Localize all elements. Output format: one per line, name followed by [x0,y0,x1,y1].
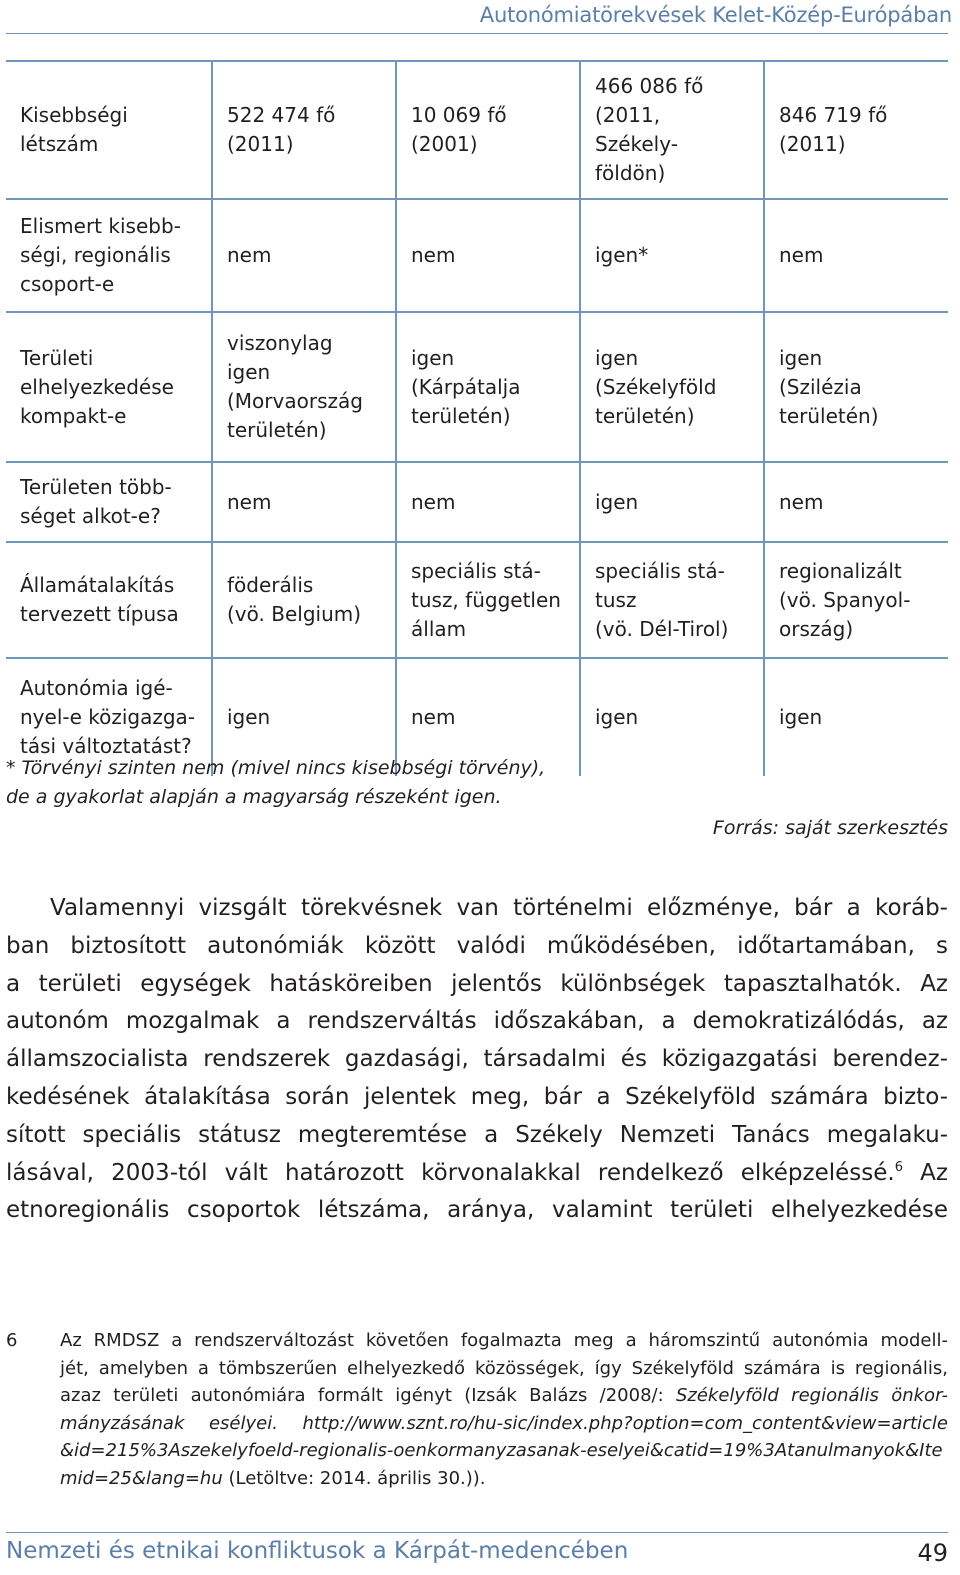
row-label: Területen több- séget alkot-e? [6,462,212,542]
table-cell: nem [396,199,580,312]
table-cell: viszonylag igen (Morvaország területén) [212,312,396,462]
page-number: 49 [917,1539,948,1567]
table-row [6,61,948,199]
table-row [6,199,948,312]
table-source: Forrás: saját szerkesztés [712,817,948,839]
footnote-number: 6 [6,1330,18,1351]
body-line: államszocialista rendszerek gazdasági, társadalmi és közigazgatási berendez- [6,1046,948,1073]
body-line: sított speciális státusz megteremtése a Székely Nemzeti Tanács megalaku- [6,1121,948,1148]
table-cell: nem [396,462,580,542]
comparison-table [6,60,948,776]
body-line: kedésének átalakítása során jelentek meg, bár a Székelyföld számára bizto- [6,1083,948,1110]
table-row [6,542,948,658]
header-rule [6,33,948,34]
footnote-url[interactable]: &id=215%3Aszekelyfoeld-regionalis-oenkormanyzasanak-eselyei&catid=19%3Atanulmanyok&Ite [60,1440,943,1462]
running-header: Autonómiatörekvések Kelet-Közép-Európában [479,3,952,27]
body-line: autonóm mozgalmak a rendszerváltás időszakában, a demokratizálódás, az [6,1008,948,1035]
cited-title: mányzásának esélyei. [60,1412,278,1434]
footnote-url[interactable]: http://www.sznt.ro/hu-sic/index.php?option=com_content&view=article [277,1412,948,1434]
footnote-text [60,1327,948,1493]
body-line-text: lásával, 2003-tól vált határozott körvonalakkal rendelkező elképzeléssé. [6,1159,895,1186]
row-label: Államátalakítás tervezett típusa [6,542,212,658]
footnote-line [60,1382,948,1410]
table-footnote: * Törvényi szinten nem (mivel nincs kisebbségi törvény), de a gyakorlat alapján a magyarság részeként igen. [6,757,546,808]
footer-rule [6,1532,948,1533]
table-cell: igen [580,658,764,776]
table-cell: igen (Kárpátalja területén) [396,312,580,462]
footnote-url[interactable]: mid=25&lang=hu [60,1467,223,1489]
table-cell: igen [779,705,823,729]
body-line-tail: Az [902,1159,948,1186]
table-cell: nem [212,199,396,312]
footnote-line: jét, amelyben a tömbszerűen elhelyezkedő közösségek, így Székelyföld számára is regionális, [60,1357,948,1379]
table-cell: igen (Szilézia területén) [764,312,948,462]
footnote-segment: azaz területi autonómiára formált igényt (Izsák Balázs /2008/: [60,1385,676,1407]
footnote-segment: (Letöltve: 2014. április 30.)). [222,1467,486,1489]
body-line: ban biztosított autonómiák között valódi működésében, időtartamában, s [6,932,948,959]
row-label: Területi elhelyezkedése kompakt-e [6,312,212,462]
table-cell: 522 474 fő (2011) [212,61,396,199]
table-cell: speciális stá- tusz (vö. Dél-Tirol) [580,542,764,658]
table-cell: 466 086 fő (2011, Székely- földön) [580,61,764,199]
body-line: etnoregionális csoportok létszáma, aránya, valamint területi elhelyezkedése [6,1197,948,1224]
body-line: Valamennyi vizsgált törekvésnek van történelmi előzménye, bár a koráb- [50,895,948,921]
table-cell: nem [764,199,948,312]
body-line: a területi egységek hatásköreiben jelentős különbségek tapasztalhatók. Az [6,970,948,997]
footnote-line [60,1410,948,1438]
cited-title: Székelyföld regionális önkor- [675,1385,948,1407]
table-cell: igen (Székelyföld területén) [580,312,764,462]
row-label: Kisebbségi létszám [6,61,212,199]
table-cell: regionalizált (vö. Spanyol- ország) [764,542,948,658]
table-cell: speciális stá- tusz, független állam [396,542,580,658]
table-cell: nem [764,462,948,542]
table-row [6,312,948,462]
table-cell: igen* [580,199,764,312]
table-cell: igen [580,462,764,542]
footnote-reference[interactable]: 6 [894,1159,903,1175]
table-cell: 846 719 fő (2011) [764,61,948,199]
body-line [6,1155,948,1193]
table-cell: föderális (vö. Belgium) [212,542,396,658]
table-row [6,462,948,542]
table-cell: nem [396,658,580,776]
table-cell: 10 069 fő (2001) [396,61,580,199]
table-cell: igen [212,658,396,776]
footnote-line [60,1465,948,1493]
running-footer: Nemzeti és etnikai konfliktusok a Kárpát-medencében [6,1538,629,1564]
table-cell: nem [212,462,396,542]
row-label: Autonómia igé- nyel-e közigazga- tási változtatást? [6,658,212,776]
row-label: Elismert kisebb- ségi, regionális csoport-e [6,199,212,312]
body-paragraph [6,890,948,1230]
footnote-line: Az RMDSZ a rendszerváltozást követően fogalmazta meg a háromszintű autonómia modell- [60,1330,948,1351]
